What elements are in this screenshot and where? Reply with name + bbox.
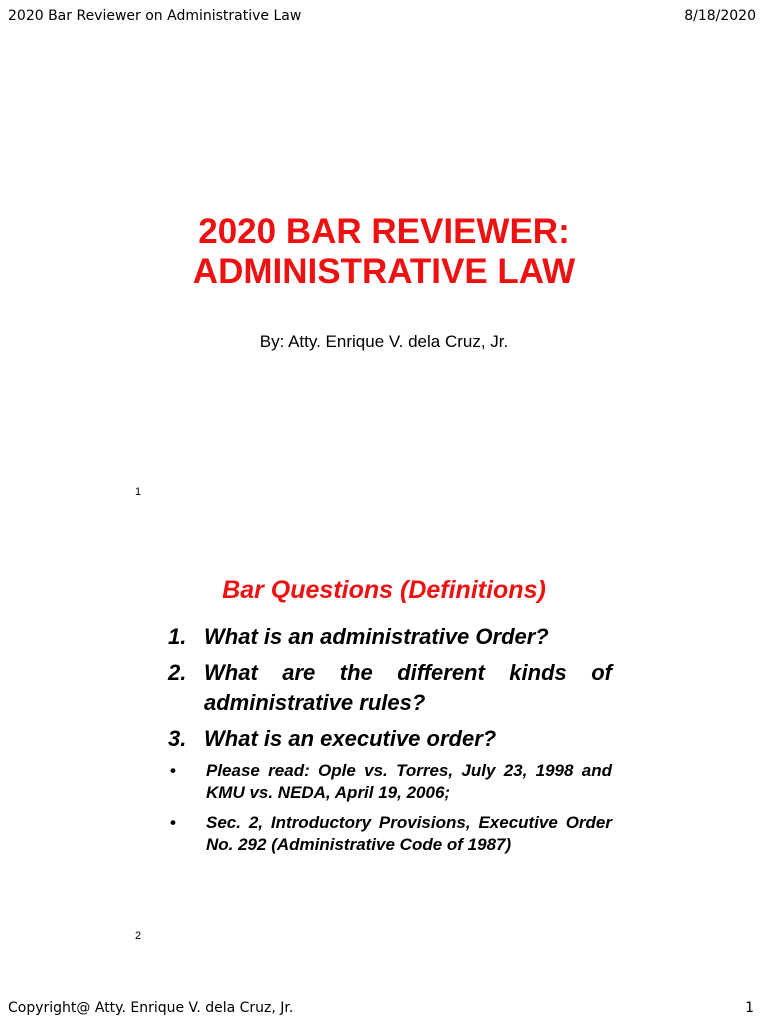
author-byline: By: Atty. Enrique V. dela Cruz, Jr. — [259, 332, 509, 351]
bullet-item — [168, 812, 612, 856]
bullet-icon: • — [170, 761, 176, 780]
question-list — [168, 622, 612, 864]
question-item — [168, 658, 612, 718]
question-item — [168, 724, 612, 754]
document-title: 2020 Bar Reviewer on Administrative Law — [8, 8, 302, 24]
slide-2-heading: Bar Questions (Definitions) — [222, 576, 546, 604]
question-text: What is an executive order? — [204, 726, 497, 751]
question-text: What are the different kinds of administrative rules? — [204, 660, 612, 715]
slide-1 — [0, 180, 768, 500]
title-line-1: 2020 BAR REVIEWER: — [198, 212, 570, 251]
slide-number-1: 1 — [135, 486, 142, 498]
question-number: 2. — [168, 660, 187, 685]
bullet-icon: • — [170, 813, 176, 832]
question-number: 3. — [168, 726, 187, 751]
document-date: 8/18/2020 — [684, 8, 756, 24]
question-item — [168, 622, 612, 652]
page-footer — [8, 1000, 754, 1016]
bullet-text: Please read: Ople vs. Torres, July 23, 1998 and KMU vs. NEDA, April 19, 2006; — [206, 761, 612, 802]
slide-2 — [0, 560, 768, 950]
slide-1-title — [0, 212, 768, 292]
bullet-text: Sec. 2, Introductory Provisions, Executive Order No. 292 (Administrative Code of 1987) — [206, 813, 612, 854]
copyright-text: Copyright@ Atty. Enrique V. dela Cruz, Jr. — [8, 1000, 294, 1016]
question-text: What is an administrative Order? — [204, 624, 549, 649]
bullet-item — [168, 760, 612, 804]
question-number: 1. — [168, 624, 187, 649]
page-number: 1 — [745, 1000, 754, 1016]
page-header — [8, 8, 756, 24]
title-line-2: ADMINISTRATIVE LAW — [192, 252, 576, 291]
slide-number-2: 2 — [135, 930, 142, 942]
